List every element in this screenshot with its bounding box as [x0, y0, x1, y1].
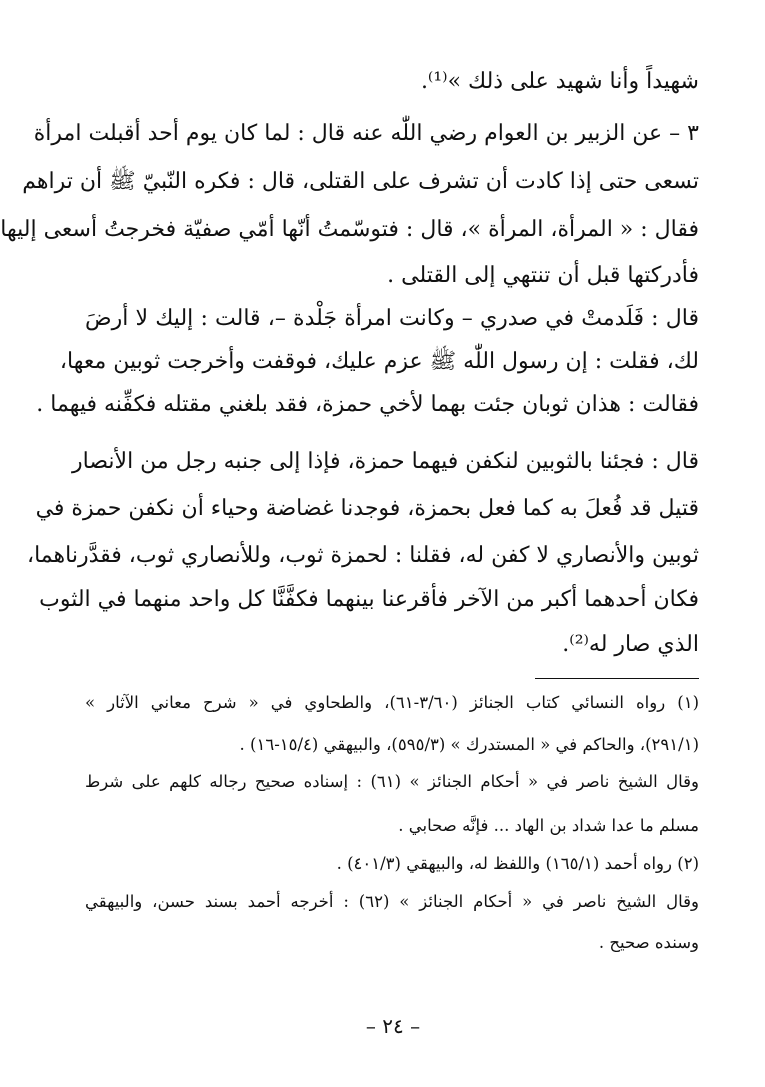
text-line-1: شهيداً وأنا شهيد على ذلك »⁽¹⁾.: [420, 69, 699, 94]
footnote-line-5: (٢) رواه أحمد (١٦٥/١) واللفظ له، والبيهقي (٤٠١/٣) .: [336, 854, 699, 873]
footnote-line-7: وسنده صحيح .: [598, 933, 699, 952]
text-line-4: فقال : « المرأة، المرأة »، قال : فتوسّمتُ أنّها أمّي صفيّة فخرجتُ أسعى إليها: [0, 217, 699, 242]
text-line-8: فقالت : هذان ثوبان جئت بهما لأخي حمزة، فقد بلغني مقتله فكفِّنه فيهما .: [36, 392, 699, 417]
footnote-line-3: وقال الشيخ ناصر في « أحكام الجنائز » (٦١) : إسناده صحيح رجاله كلهم على شرط: [85, 772, 699, 791]
footnote-line-4: مسلم ما عدا شداد بن الهاد ... فإنَّه صحابي .: [398, 816, 699, 835]
text-line-3: تسعى حتى إذا كادت أن تشرف على القتلى، قال : فكره النّبيّ ﷺ أن تراهم: [22, 169, 699, 194]
text-line-9: قال : فجئنا بالثوبين لنكفن فيهما حمزة، فإذا إلى جنبه رجل من الأنصار: [72, 449, 699, 474]
text-line-13: الذي صار له⁽²⁾.: [562, 632, 699, 657]
text-line-11: ثوبين والأنصاري لا كفن له، فقلنا : لحمزة ثوب، وللأنصاري ثوب، فقدَّرناهما،: [27, 543, 699, 568]
footnote-separator: [535, 678, 699, 679]
text-line-6: قال : فَلَدمتْ في صدري – وكانت امرأة جَلْدة –، قالت : إليك لا أرضَ: [85, 306, 699, 331]
text-line-7: لك، فقلت : إن رسول اللّٰه ﷺ عزم عليك، فوقفت وأخرجت ثوبين معها،: [59, 349, 699, 374]
text-line-12: فكان أحدهما أكبر من الآخر فأقرعنا بينهما فكفَّنَّا كل واحد منهما في الثوب: [39, 587, 699, 612]
footnote-line-2: (٢٩١/١)، والحاكم في « المستدرك » (٥٩٥/٣)، والبيهقي (١٥/٤-١٦) .: [239, 735, 699, 754]
text-line-10: قتيل قد فُعلَ به كما فعل بحمزة، فوجدنا غضاضة وحياء أن نكفن حمزة في: [35, 496, 699, 521]
page-number: – ٢٤ –: [365, 1014, 421, 1038]
text-line-5: فأدركتها قبل أن تنتهي إلى القتلى .: [387, 263, 699, 288]
footnote-line-6: وقال الشيخ ناصر في « أحكام الجنائز » (٦٢) : أخرجه أحمد بسند حسن، والبيهقي: [85, 892, 699, 911]
footnote-line-1: (١) رواه النسائي كتاب الجنائز (٣/٦٠-٦١)، والطحاوي في « شرح معاني الآثار »: [85, 693, 699, 712]
text-line-2: ٣ – عن الزبير بن العوام رضي اللّٰه عنه قال : لما كان يوم أحد أقبلت امرأة: [33, 121, 699, 146]
